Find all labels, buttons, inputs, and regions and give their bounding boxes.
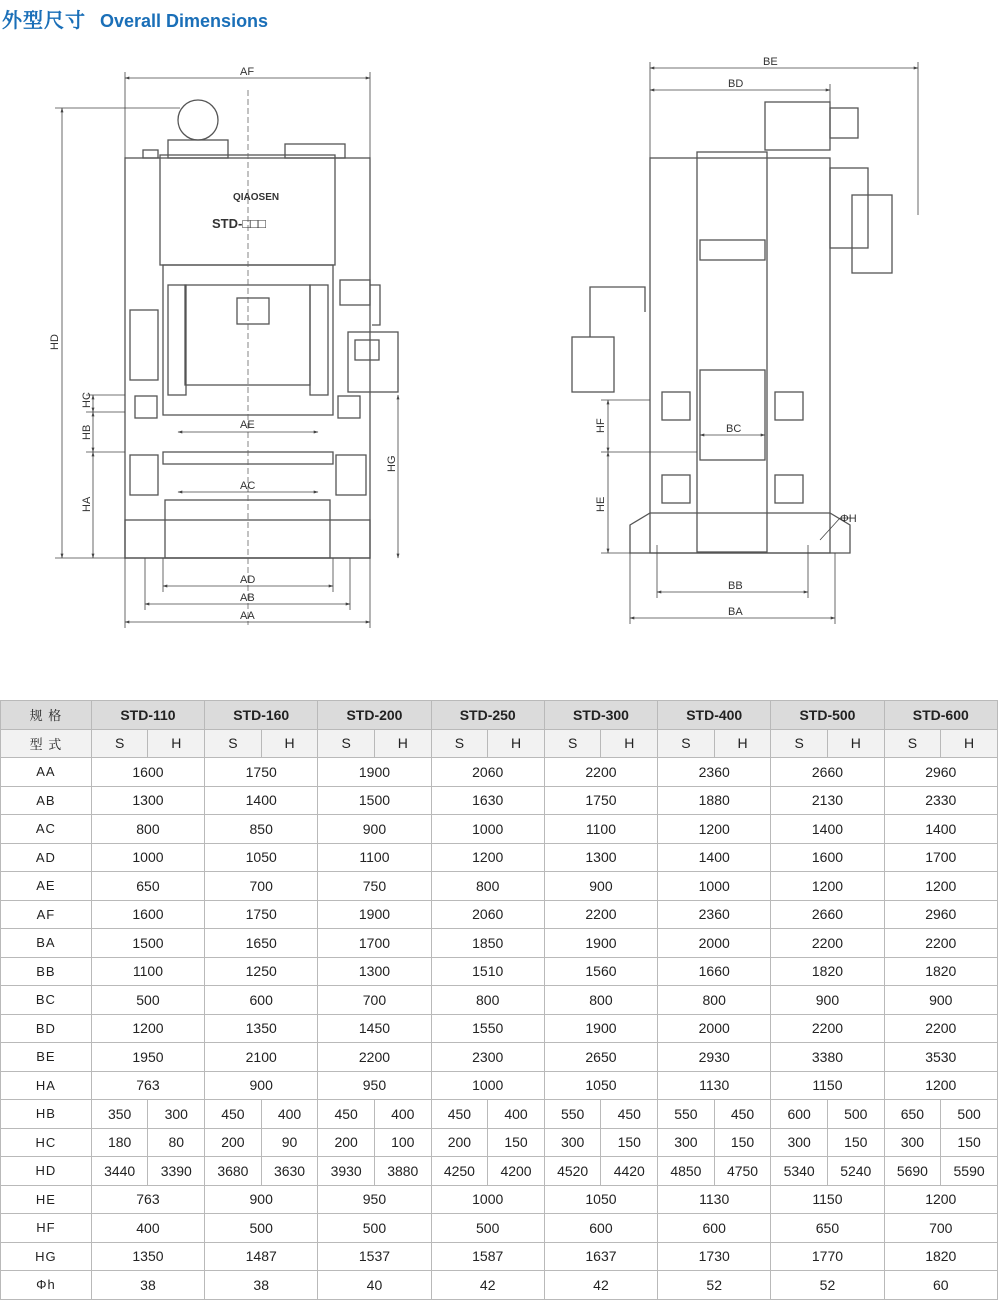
table-cell: 1510 <box>431 957 544 986</box>
type-cell: S <box>91 729 148 758</box>
table-row <box>1 872 998 901</box>
table-cell: 1900 <box>544 1014 657 1043</box>
row-label: HC <box>1 1128 92 1157</box>
table-cell: 38 <box>91 1271 204 1300</box>
table-cell: 600 <box>544 1214 657 1243</box>
spec-label: 规 格 <box>1 701 92 730</box>
table-cell: 150 <box>488 1128 545 1157</box>
label-phiH: ΦH <box>840 513 857 525</box>
table-cell: 2360 <box>658 900 771 929</box>
table-cell: 900 <box>544 872 657 901</box>
table-cell: 800 <box>91 815 204 844</box>
table-cell: 1600 <box>91 758 204 787</box>
type-cell: H <box>827 729 884 758</box>
row-label: BD <box>1 1014 92 1043</box>
table-cell: 1600 <box>91 900 204 929</box>
table-cell: 1900 <box>318 758 431 787</box>
table-cell: 2960 <box>884 758 997 787</box>
table-cell: 300 <box>771 1128 828 1157</box>
table-cell: 1200 <box>884 872 997 901</box>
side-dimensions <box>601 62 918 624</box>
table-cell: 650 <box>91 872 204 901</box>
type-cell: S <box>884 729 941 758</box>
table-cell: 1500 <box>91 929 204 958</box>
table-cell: 3530 <box>884 1043 997 1072</box>
type-cell: S <box>431 729 488 758</box>
label-HA: HA <box>81 496 93 512</box>
table-row <box>1 1100 998 1129</box>
table-cell: 3930 <box>318 1157 375 1186</box>
table-cell: 5340 <box>771 1157 828 1186</box>
model-text: STD-□□□ <box>212 216 266 231</box>
table-cell: 1130 <box>658 1185 771 1214</box>
table-cell: 500 <box>431 1214 544 1243</box>
table-cell: 2060 <box>431 900 544 929</box>
table-cell: 900 <box>205 1071 318 1100</box>
table-cell: 42 <box>544 1271 657 1300</box>
table-cell: 150 <box>714 1128 771 1157</box>
row-label: HB <box>1 1100 92 1129</box>
table-cell: 2130 <box>771 786 884 815</box>
table-cell: 2660 <box>771 900 884 929</box>
table-row <box>1 986 998 1015</box>
table-cell: 1880 <box>658 786 771 815</box>
table-cell: 400 <box>261 1100 318 1129</box>
side-control-box <box>572 337 614 392</box>
model-header: STD-160 <box>205 701 318 730</box>
table-cell: 1750 <box>205 758 318 787</box>
table-cell: 300 <box>658 1128 715 1157</box>
type-cell: H <box>941 729 998 758</box>
section-title-en: Overall Dimensions <box>100 11 269 31</box>
table-cell: 3630 <box>261 1157 318 1186</box>
table-cell: 1300 <box>91 786 204 815</box>
drawing-svg <box>0 40 1000 660</box>
table-row <box>1 786 998 815</box>
table-cell: 800 <box>544 986 657 1015</box>
table-cell: 900 <box>318 815 431 844</box>
label-AC: AC <box>240 480 256 492</box>
row-label: HA <box>1 1071 92 1100</box>
label-AB: AB <box>240 592 255 604</box>
table-cell: 1400 <box>771 815 884 844</box>
table-row <box>1 1157 998 1186</box>
table-cell: 900 <box>205 1185 318 1214</box>
model-header: STD-300 <box>544 701 657 730</box>
table-row <box>1 1242 998 1271</box>
table-cell: 42 <box>431 1271 544 1300</box>
table-cell: 750 <box>318 872 431 901</box>
table-cell: 1050 <box>544 1185 657 1214</box>
model-header-row <box>1 701 998 730</box>
table-cell: 1050 <box>205 843 318 872</box>
table-row <box>1 900 998 929</box>
table-cell: 550 <box>544 1100 601 1129</box>
table-cell: 3440 <box>91 1157 148 1186</box>
table-cell: 500 <box>941 1100 998 1129</box>
row-label: AD <box>1 843 92 872</box>
table-cell: 763 <box>91 1071 204 1100</box>
table-cell: 2200 <box>544 900 657 929</box>
table-cell: 700 <box>318 986 431 1015</box>
model-header: STD-250 <box>431 701 544 730</box>
row-label: AB <box>1 786 92 815</box>
table-cell: 1750 <box>205 900 318 929</box>
table-cell: 2060 <box>431 758 544 787</box>
table-cell: 600 <box>658 1214 771 1243</box>
table-cell: 450 <box>601 1100 658 1129</box>
table-cell: 1630 <box>431 786 544 815</box>
table-cell: 150 <box>827 1128 884 1157</box>
side-view <box>572 102 892 553</box>
label-BD: BD <box>728 78 744 90</box>
dimension-drawing <box>0 40 1000 660</box>
table-cell: 1550 <box>431 1014 544 1043</box>
table-row <box>1 929 998 958</box>
table-cell: 1200 <box>431 843 544 872</box>
table-cell: 4750 <box>714 1157 771 1186</box>
table-cell: 700 <box>884 1214 997 1243</box>
table-row <box>1 758 998 787</box>
table-cell: 1500 <box>318 786 431 815</box>
label-BA: BA <box>728 606 743 618</box>
label-HF: HF <box>595 418 607 433</box>
table-cell: 400 <box>488 1100 545 1129</box>
table-cell: 100 <box>374 1128 431 1157</box>
type-cell: S <box>318 729 375 758</box>
table-cell: 550 <box>658 1100 715 1129</box>
table-cell: 4420 <box>601 1157 658 1186</box>
table-cell: 900 <box>884 986 997 1015</box>
table-cell: 800 <box>431 872 544 901</box>
table-cell: 2360 <box>658 758 771 787</box>
table-cell: 1000 <box>431 1185 544 1214</box>
left-panel <box>130 310 158 380</box>
table-cell: 2960 <box>884 900 997 929</box>
table-cell: 4520 <box>544 1157 601 1186</box>
type-cell: H <box>488 729 545 758</box>
table-cell: 1487 <box>205 1242 318 1271</box>
table-cell: 1100 <box>91 957 204 986</box>
brand-text: QIAOSEN <box>233 192 280 203</box>
table-cell: 1250 <box>205 957 318 986</box>
table-cell: 600 <box>205 986 318 1015</box>
label-HD: HD <box>49 334 61 350</box>
row-label: HF <box>1 1214 92 1243</box>
label-BE: BE <box>763 56 778 68</box>
nameplate <box>237 298 269 324</box>
table-cell: 1770 <box>771 1242 884 1271</box>
table-cell: 450 <box>431 1100 488 1129</box>
table-cell: 450 <box>318 1100 375 1129</box>
table-cell: 1650 <box>205 929 318 958</box>
table-cell: 1820 <box>884 957 997 986</box>
table-row <box>1 1214 998 1243</box>
side-labels <box>595 56 857 618</box>
table-cell: 1350 <box>91 1242 204 1271</box>
table-cell: 1850 <box>431 929 544 958</box>
label-BC: BC <box>726 423 742 435</box>
crown <box>160 155 335 265</box>
type-cell: H <box>601 729 658 758</box>
table-cell: 1300 <box>544 843 657 872</box>
table-cell: 2300 <box>431 1043 544 1072</box>
table-cell: 400 <box>374 1100 431 1129</box>
table-cell: 150 <box>941 1128 998 1157</box>
table-cell: 450 <box>205 1100 262 1129</box>
table-cell: 38 <box>205 1271 318 1300</box>
label-HG: HG <box>386 455 398 472</box>
type-row <box>1 729 998 758</box>
table-cell: 850 <box>205 815 318 844</box>
table-cell: 200 <box>205 1128 262 1157</box>
table-cell: 2200 <box>771 1014 884 1043</box>
label-AF: AF <box>240 66 255 78</box>
table-cell: 2660 <box>771 758 884 787</box>
table-cell: 180 <box>91 1128 148 1157</box>
table-row <box>1 1128 998 1157</box>
type-cell: S <box>544 729 601 758</box>
table-cell: 1950 <box>91 1043 204 1072</box>
row-label: HG <box>1 1242 92 1271</box>
side-motor <box>765 102 830 150</box>
table-cell: 350 <box>91 1100 148 1129</box>
type-cell: H <box>148 729 205 758</box>
table-cell: 3880 <box>374 1157 431 1186</box>
table-row <box>1 1271 998 1300</box>
row-label: AC <box>1 815 92 844</box>
table-cell: 1537 <box>318 1242 431 1271</box>
table-cell: 4250 <box>431 1157 488 1186</box>
table-cell: 1000 <box>91 843 204 872</box>
table-cell: 2100 <box>205 1043 318 1072</box>
table-cell: 2650 <box>544 1043 657 1072</box>
table-cell: 2200 <box>884 929 997 958</box>
table-cell: 1700 <box>318 929 431 958</box>
type-cell: S <box>205 729 262 758</box>
label-AD: AD <box>240 574 256 586</box>
table-cell: 1000 <box>431 1071 544 1100</box>
table-cell: 1130 <box>658 1071 771 1100</box>
table-cell: 400 <box>91 1214 204 1243</box>
table-cell: 500 <box>91 986 204 1015</box>
table-cell: 1400 <box>658 843 771 872</box>
table-cell: 950 <box>318 1071 431 1100</box>
table-cell: 2330 <box>884 786 997 815</box>
table-row <box>1 1014 998 1043</box>
model-header: STD-200 <box>318 701 431 730</box>
table-cell: 1200 <box>658 815 771 844</box>
table-cell: 1637 <box>544 1242 657 1271</box>
type-cell: H <box>374 729 431 758</box>
table-cell: 2200 <box>884 1014 997 1043</box>
section-title-cn: 外型尺寸 <box>2 8 86 32</box>
table-cell: 1200 <box>91 1014 204 1043</box>
row-label: Φh <box>1 1271 92 1300</box>
type-cell: S <box>658 729 715 758</box>
table-row <box>1 843 998 872</box>
table-cell: 1600 <box>771 843 884 872</box>
label-HC: HC <box>81 392 93 408</box>
table-row <box>1 1043 998 1072</box>
table-cell: 500 <box>827 1100 884 1129</box>
label-BB: BB <box>728 580 743 592</box>
table-cell: 3680 <box>205 1157 262 1186</box>
table-cell: 1820 <box>771 957 884 986</box>
table-cell: 700 <box>205 872 318 901</box>
table-cell: 3390 <box>148 1157 205 1186</box>
table-cell: 1450 <box>318 1014 431 1043</box>
label-HB: HB <box>81 424 93 440</box>
table-cell: 1900 <box>544 929 657 958</box>
row-label: BC <box>1 986 92 1015</box>
table-cell: 500 <box>205 1214 318 1243</box>
table-cell: 1150 <box>771 1071 884 1100</box>
label-AE: AE <box>240 419 255 431</box>
table-cell: 52 <box>771 1271 884 1300</box>
table-cell: 5590 <box>941 1157 998 1186</box>
row-label: HE <box>1 1185 92 1214</box>
table-cell: 2930 <box>658 1043 771 1072</box>
table-cell: 90 <box>261 1128 318 1157</box>
table-cell: 1560 <box>544 957 657 986</box>
table-cell: 1100 <box>544 815 657 844</box>
table-cell: 650 <box>884 1100 941 1129</box>
table-cell: 450 <box>714 1100 771 1129</box>
motor-icon <box>178 100 218 140</box>
table-cell: 80 <box>148 1128 205 1157</box>
table-cell: 2000 <box>658 929 771 958</box>
table-cell: 900 <box>771 986 884 1015</box>
row-label: BA <box>1 929 92 958</box>
table-cell: 200 <box>431 1128 488 1157</box>
label-HE: HE <box>595 496 607 512</box>
table-body <box>1 758 998 1300</box>
table-cell: 4200 <box>488 1157 545 1186</box>
table-cell: 1150 <box>771 1185 884 1214</box>
table-cell: 1350 <box>205 1014 318 1043</box>
table-cell: 1660 <box>658 957 771 986</box>
table-cell: 40 <box>318 1271 431 1300</box>
table-cell: 1730 <box>658 1242 771 1271</box>
table-row <box>1 815 998 844</box>
table-cell: 5690 <box>884 1157 941 1186</box>
table-cell: 1900 <box>318 900 431 929</box>
table-cell: 300 <box>544 1128 601 1157</box>
table-cell: 500 <box>318 1214 431 1243</box>
table-cell: 60 <box>884 1271 997 1300</box>
table-cell: 2200 <box>318 1043 431 1072</box>
table-cell: 650 <box>771 1214 884 1243</box>
front-view <box>125 100 398 558</box>
table-cell: 150 <box>601 1128 658 1157</box>
row-label: BE <box>1 1043 92 1072</box>
table-cell: 3380 <box>771 1043 884 1072</box>
row-label: AA <box>1 758 92 787</box>
table-cell: 52 <box>658 1271 771 1300</box>
table-row <box>1 1185 998 1214</box>
table-cell: 950 <box>318 1185 431 1214</box>
table-cell: 5240 <box>827 1157 884 1186</box>
table-cell: 200 <box>318 1128 375 1157</box>
table-cell: 1050 <box>544 1071 657 1100</box>
table-cell: 2000 <box>658 1014 771 1043</box>
table-cell: 2200 <box>771 929 884 958</box>
table-cell: 1200 <box>771 872 884 901</box>
table-cell: 1200 <box>884 1071 997 1100</box>
section-header <box>2 4 268 30</box>
type-cell: S <box>771 729 828 758</box>
type-cell: H <box>261 729 318 758</box>
table-cell: 763 <box>91 1185 204 1214</box>
model-header: STD-110 <box>91 701 204 730</box>
table-cell: 300 <box>884 1128 941 1157</box>
table-cell: 1820 <box>884 1242 997 1271</box>
table-cell: 4850 <box>658 1157 715 1186</box>
table-cell: 1400 <box>205 786 318 815</box>
row-label: HD <box>1 1157 92 1186</box>
table-cell: 1750 <box>544 786 657 815</box>
table-cell: 300 <box>148 1100 205 1129</box>
label-AA: AA <box>240 610 255 622</box>
table-cell: 1587 <box>431 1242 544 1271</box>
row-label: AE <box>1 872 92 901</box>
table-cell: 1300 <box>318 957 431 986</box>
model-header: STD-400 <box>658 701 771 730</box>
table-cell: 1000 <box>658 872 771 901</box>
type-label: 型 式 <box>1 729 92 758</box>
model-header: STD-500 <box>771 701 884 730</box>
table-cell: 2200 <box>544 758 657 787</box>
type-cell: H <box>714 729 771 758</box>
table-cell: 800 <box>658 986 771 1015</box>
dimensions-table <box>0 700 998 1300</box>
table-cell: 1400 <box>884 815 997 844</box>
table-cell: 1700 <box>884 843 997 872</box>
table-cell: 1200 <box>884 1185 997 1214</box>
table-row <box>1 1071 998 1100</box>
row-label: BB <box>1 957 92 986</box>
table-cell: 1100 <box>318 843 431 872</box>
row-label: AF <box>1 900 92 929</box>
table-cell: 800 <box>431 986 544 1015</box>
table-row <box>1 957 998 986</box>
table-cell: 600 <box>771 1100 828 1129</box>
model-header: STD-600 <box>884 701 997 730</box>
table-cell: 1000 <box>431 815 544 844</box>
